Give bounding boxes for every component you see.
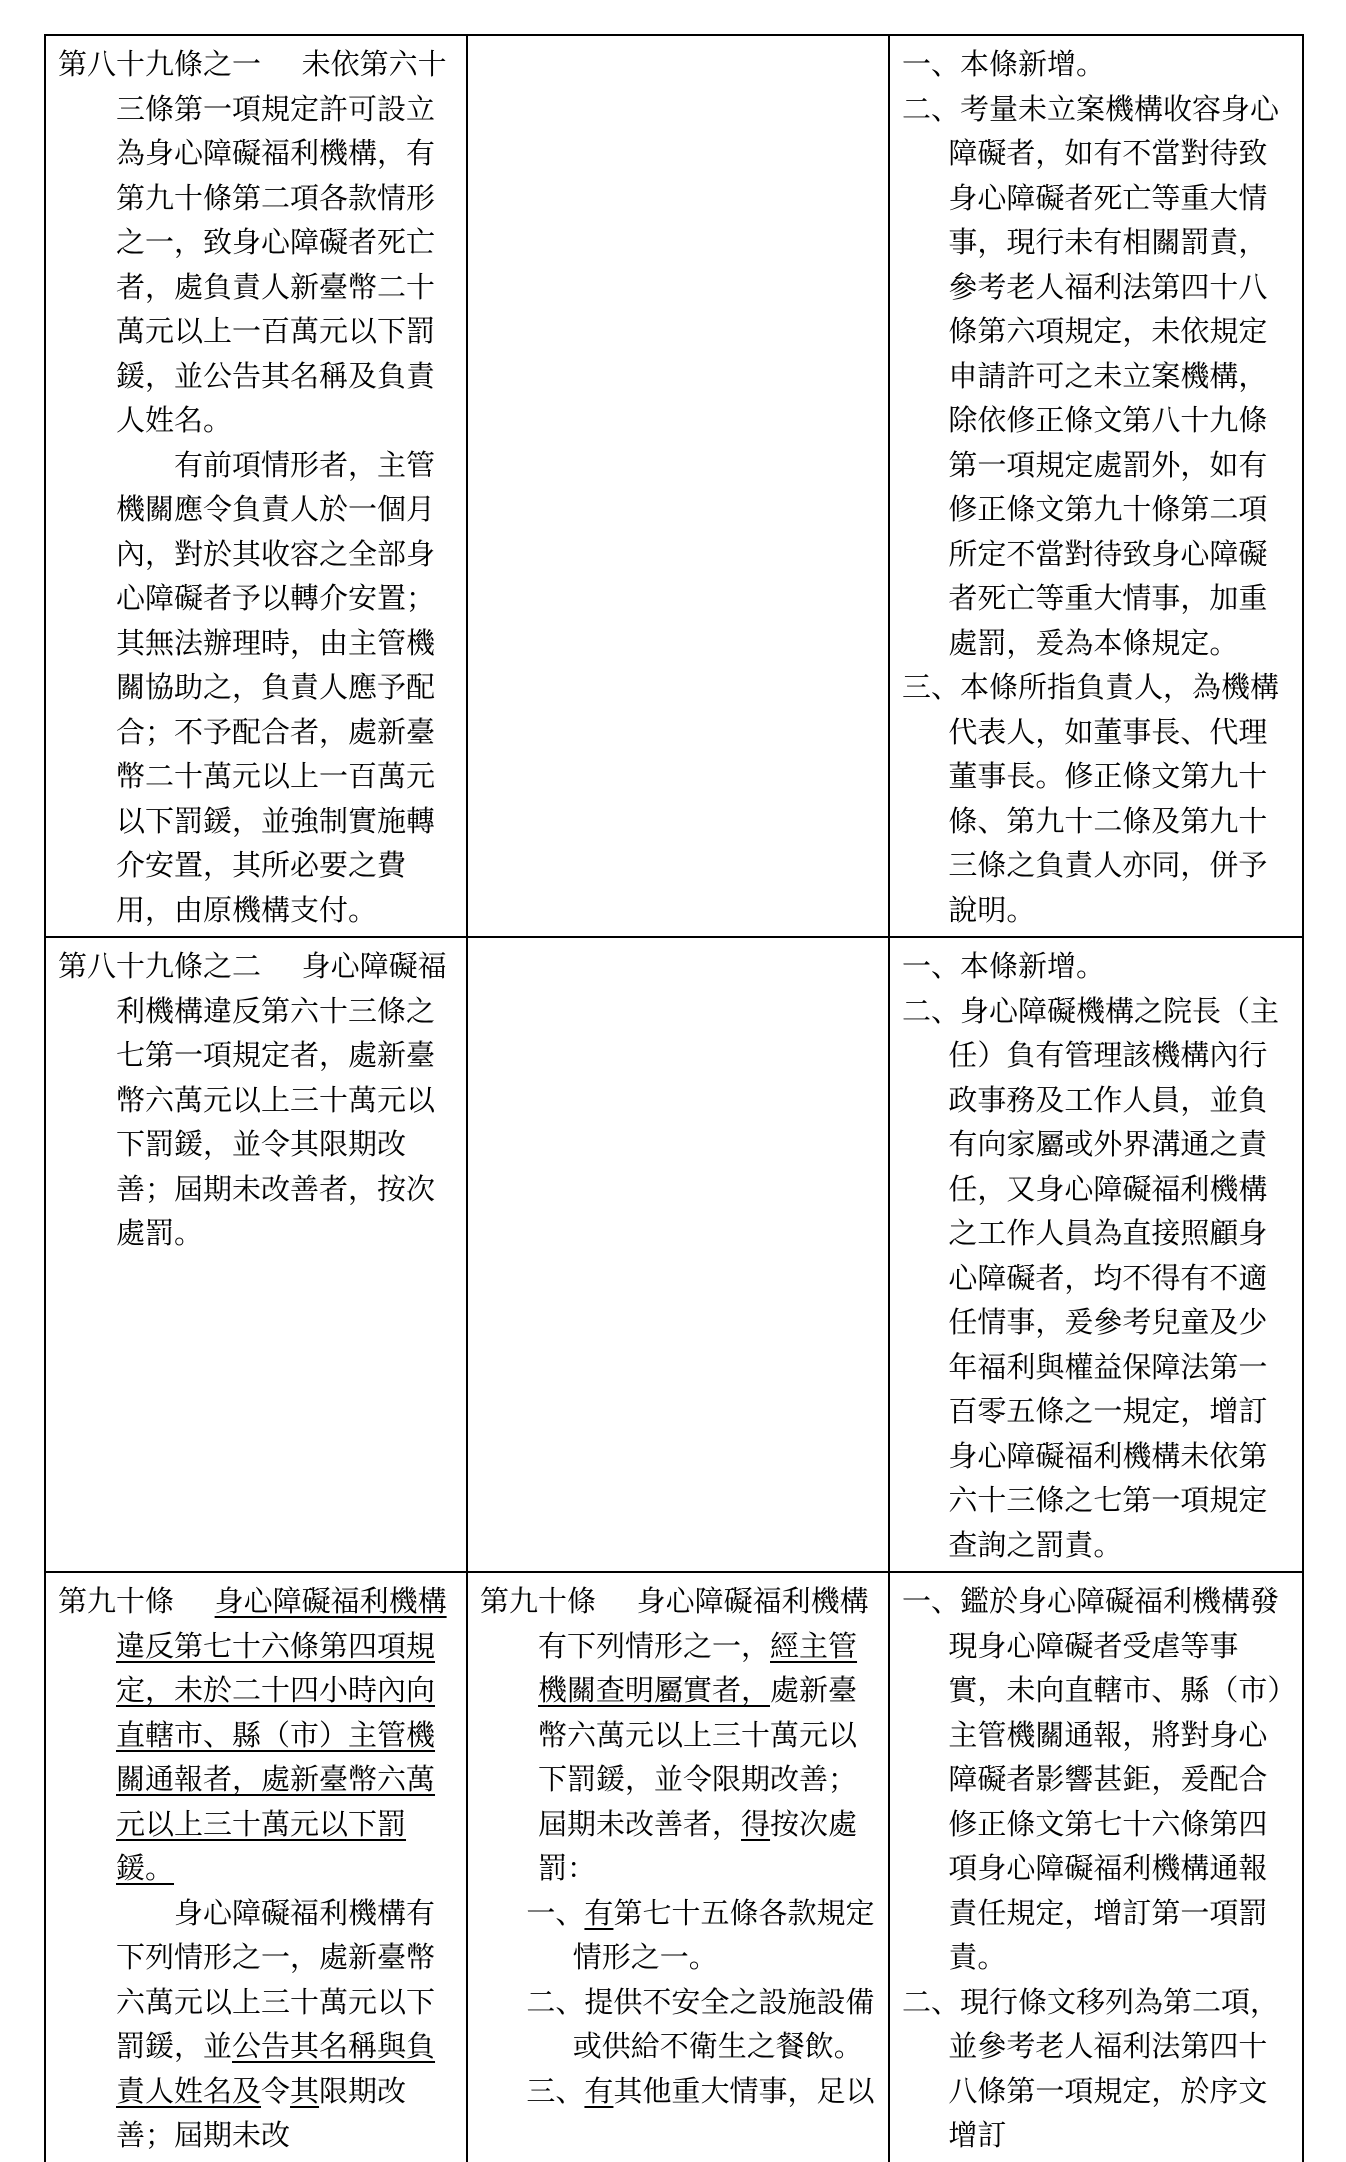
explanation-cell <box>889 35 1303 937</box>
paragraph-text: 有前項情形者，主管機關應令負責人於一個月內，對於其收容之全部身心障礙者予以轉介安置；其無法辦理時，由主管機關協助之，負責人應予配合；不予配合者，處新臺幣二十萬元以上一百萬元以下罰鍰，並強制實施轉介安置，其所必要之費用，由原機構支付。 <box>116 447 436 927</box>
underlined-text: 其 <box>290 2073 320 2108</box>
note-item: 一、本條新增。 <box>902 949 1106 983</box>
underlined-text: 經主管機關查明屬實者， <box>538 1628 858 1707</box>
underlined-text: 得 <box>741 1806 771 1841</box>
comparison-table <box>44 34 1302 2152</box>
explanation-cell <box>889 937 1303 1572</box>
article-number: 第八十九條之二 <box>58 949 262 983</box>
paragraph-text: 身心障礙福利機構違反第六十三條之七第一項規定者，處新臺幣六萬元以上三十萬元以下罰鍰，並令其限期改善；屆期未改善者，按次處罰。 <box>116 949 447 1250</box>
article-paragraph <box>58 944 454 1256</box>
table-row <box>45 937 1303 1572</box>
amended-text-cell <box>45 937 467 1572</box>
list-item: 一、有第七十五條各款規定情形之一。 <box>526 1895 875 1974</box>
note-item: 二、現行條文移列為第二項，並參考老人福利法第四十八條第一項規定，於序文增訂 <box>902 1984 1280 2152</box>
note-item: 二、考量未立案機構收容身心障礙者，如有不當對待致身心障礙者死亡等重大情事，現行未有相關罰責，參考老人福利法第四十八條第六項規定，未依規定申請許可之未立案機構，除依修正條文第八十九條第一項規定處罰外，如有修正條文第九十條第二項所定不當對待致身心障礙者死亡等重大情事，加重處罰，爰為本條規定。 <box>902 91 1280 660</box>
amended-text-cell <box>45 35 467 937</box>
paragraph-text: 身心障礙福利機構有下列情形之一，處新臺幣六萬元以上三十萬元以下罰鍰，並公告其名稱與負責人姓名及令其限期改善；屆期未改 <box>116 1895 436 2152</box>
list-item: 二、提供不安全之設施設備或供給不衛生之餐飲。 <box>526 1984 875 2063</box>
current-text-cell <box>467 35 889 937</box>
table-row <box>45 35 1303 937</box>
article-paragraph <box>58 1579 454 1891</box>
list-item: 三、有其他重大情事，足以 <box>526 2073 875 2108</box>
article-paragraph: 第九十條 身心障礙福利機構有下列情形之一，經主管機關查明屬實者，處新臺幣六萬元以上三十萬元以下罰鍰，並令限期改善；屆期未改善者，得按次處罰： <box>480 1584 869 1885</box>
current-text-cell <box>467 937 889 1572</box>
note-item: 一、鑑於身心障礙福利機構發現身心障礙者受虐等事實，未向直轄市、縣（市）主管機關通報，將對身心障礙者影響甚鉅，爰配合修正條文第七十六條第四項身心障礙福利機構通報責任規定，增訂第一項罰責。 <box>902 1584 1282 1974</box>
article-paragraph <box>58 42 454 443</box>
note-item: 三、本條所指負責人，為機構代表人，如董事長、代理董事長。修正條文第九十條、第九十二條及第九十三條之負責人亦同，併予說明。 <box>902 670 1280 927</box>
explanation-cell <box>889 1572 1303 2162</box>
amended-text-cell <box>45 1572 467 2162</box>
article-number: 第八十九條之一 <box>58 47 262 81</box>
note-item: 二、身心障礙機構之院長（主任）負有管理該機構內行政事務及工作人員，並負有向家屬或外界溝通之責任，又身心障礙福利機構之工作人員為直接照顧身心障礙者，均不得有不適任情事，爰參考兒童及少年福利與權益保障法第一百零五條之一規定，增訂身心障礙福利機構未依第六十三條之七第一項規定查詢之罰責。 <box>902 993 1280 1562</box>
article-number: 第九十條 <box>58 1584 175 1618</box>
article-number: 第九十條 <box>480 1584 597 1618</box>
underlined-text: 身心障礙福利機構違反第七十六條第四項規定，未於二十四小時內向直轄市、縣（市）主管機關通報者，處新臺幣六萬元以上三十萬元以下罰鍰。 <box>116 1584 447 1885</box>
table-row <box>45 1572 1303 2162</box>
note-item: 一、本條新增。 <box>902 47 1106 81</box>
current-text-cell <box>467 1572 889 2162</box>
paragraph-text: 未依第六十三條第一項規定許可設立為身心障礙福利機構，有第九十條第二項各款情形之一，致身心障礙者死亡者，處負責人新臺幣二十萬元以上一百萬元以下罰鍰，並公告其名稱及負責人姓名。 <box>116 47 447 437</box>
underlined-text: 公告其名稱與負責人姓名及 <box>116 2029 436 2108</box>
